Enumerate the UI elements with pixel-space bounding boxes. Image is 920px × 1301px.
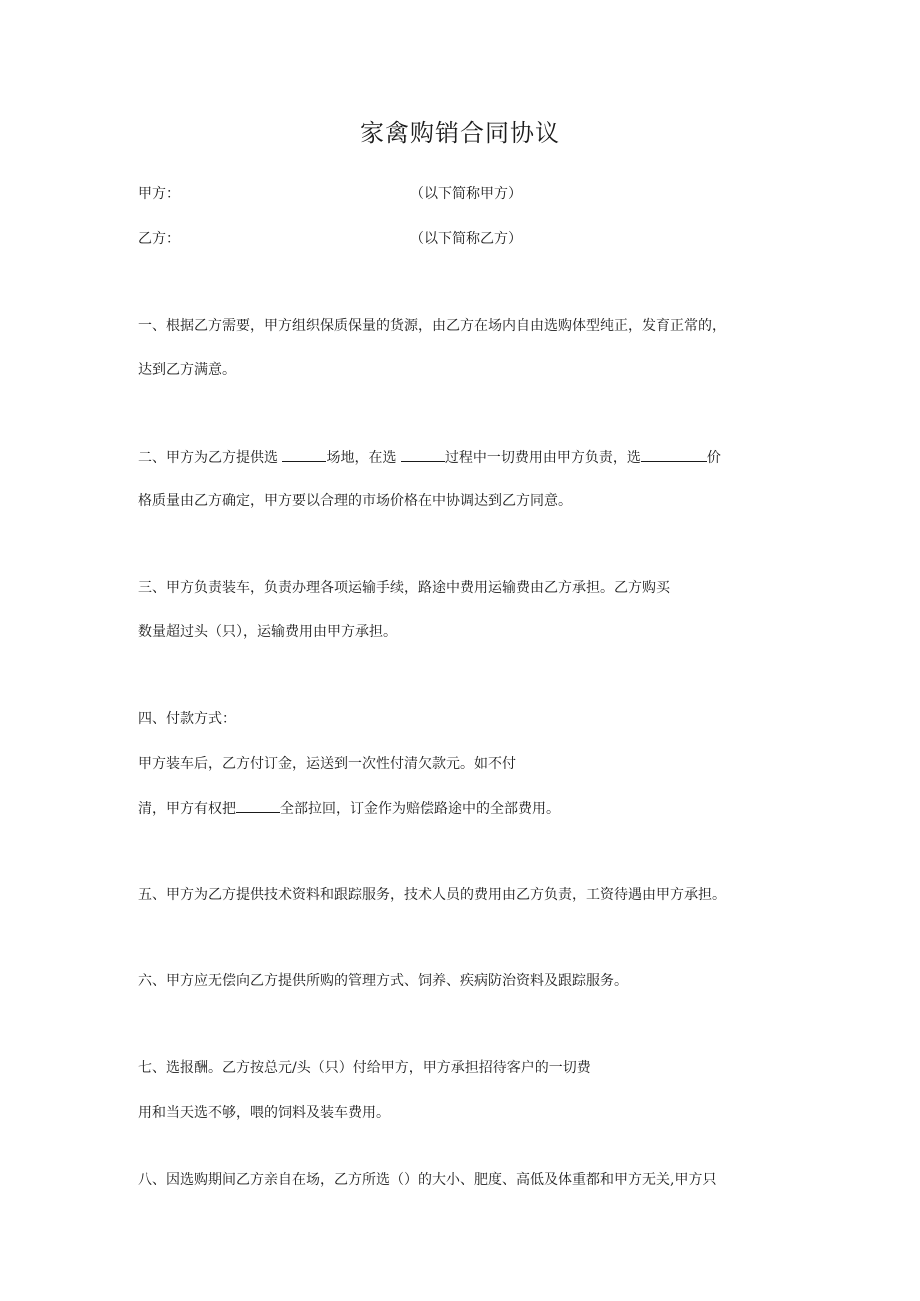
clause-7-line-1: 七、选报酬。乙方按总元/头（只）付给甲方，甲方承担招待客户的一切费 [138,1060,591,1076]
clause-1-line-2: 达到乙方满意。 [138,362,236,378]
blank-field [236,798,280,813]
party-a-label: 甲方： [138,186,180,202]
party-a-note: （以下简称甲方） [410,186,522,202]
clause-2-text-b: 场地，在选 [326,450,401,466]
clause-4-line-2 [138,798,560,819]
clause-3-line-2: 数量超过头（只），运输费用由甲方承担。 [138,624,397,640]
clause-3-line-1: 三、甲方负责装车，负责办理各项运输手续，路途中费用运输费由乙方承担。乙方购买 [138,580,670,596]
clause-6-line-1: 六、甲方应无偿向乙方提供所购的管理方式、饲养、疾病防治资料及跟踪服务。 [138,973,628,989]
clause-4-line-1: 甲方装车后，乙方付订金，运送到一次性付清欠款元。如不付 [138,756,516,772]
blank-field [401,447,445,462]
clause-1-line-1: 一、根据乙方需要，甲方组织保质保量的货源，由乙方在场内自由选购体型纯正，发育正常的， [138,318,726,334]
clause-4-text-a: 清，甲方有权把 [138,801,236,817]
blank-field [282,447,326,462]
blank-field [641,447,707,462]
clause-2-text-c: 过程中一切费用由甲方负责，选 [444,450,641,466]
clause-2-line-2: 格质量由乙方确定，甲方要以合理的市场价格在中协调达到乙方同意。 [138,493,572,509]
clause-2-text-a: 二、甲方为乙方提供选 [138,450,283,466]
clause-7-line-2: 用和当天选不够，喂的饲料及装车费用。 [138,1105,390,1121]
clause-2-line-1 [138,447,721,468]
party-b-note: （以下简称乙方） [410,231,522,247]
clause-2-text-d: 价 [706,450,721,466]
clause-4-text-b: 全部拉回，订金作为赔偿路途中的全部费用。 [280,801,560,817]
clause-4-heading: 四、付款方式： [138,711,236,727]
document-title: 家禽购销合同协议 [360,119,560,147]
clause-8-line-1: 八、因选购期间乙方亲自在场，乙方所选（）的大小、肥度、高低及体重都和甲方无关,甲方只 [138,1172,717,1188]
clause-5-line-1: 五、甲方为乙方提供技术资料和跟踪服务，技术人员的费用由乙方负责，工资待遇由甲方承担。 [138,887,726,903]
party-b-label: 乙方： [138,231,180,247]
